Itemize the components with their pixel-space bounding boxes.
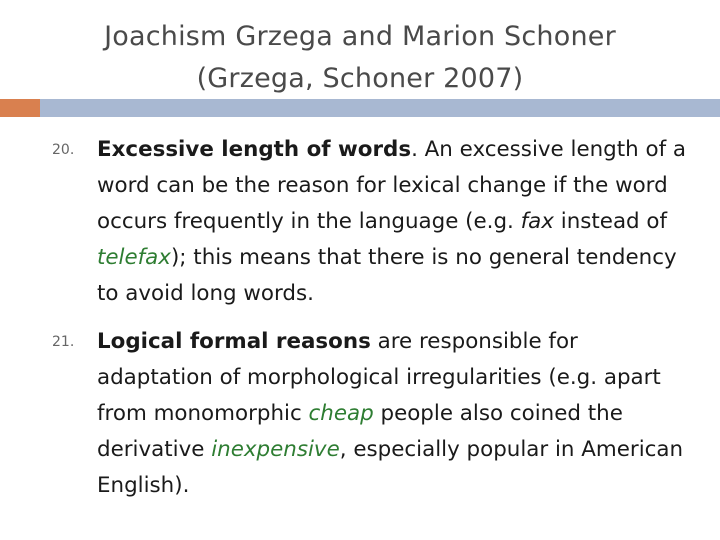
slide-title-line-1: Joachism Grzega and Marion Schoner <box>104 21 616 52</box>
list-item-text: ); this means that there is no general tendency to avoid long words. <box>97 245 677 306</box>
example-word-highlighted: telefax <box>97 245 171 270</box>
list-item-text: people also coined the derivative <box>97 401 623 462</box>
list-item <box>0 132 720 312</box>
example-word-highlighted: cheap <box>308 401 374 426</box>
list-item-text: . An excessive length of a word can be the reason for lexical change if the word occurs frequently in the language (e.g. <box>97 137 687 234</box>
list-item-number: 21. <box>52 334 75 350</box>
title-rule-bar <box>40 99 720 117</box>
list-item-heading: Logical formal reasons <box>97 329 371 354</box>
list-item-heading: Excessive length of words <box>97 137 412 162</box>
slide-title <box>40 16 680 100</box>
list-item-text: , especially popular in American English). <box>97 437 684 498</box>
list-item <box>0 324 720 504</box>
list-item-text: are responsible for adaptation of morphological irregularities (e.g. apart from monomorphic <box>97 329 661 426</box>
numbered-list <box>0 132 720 504</box>
example-word: fax <box>520 209 554 234</box>
title-rule-accent <box>0 99 40 117</box>
list-item-number: 20. <box>52 142 75 158</box>
slide-title-line-2: (Grzega, Schoner 2007) <box>196 63 524 94</box>
example-word-highlighted: inexpensive <box>211 437 340 462</box>
list-item-text: instead of <box>553 209 668 234</box>
